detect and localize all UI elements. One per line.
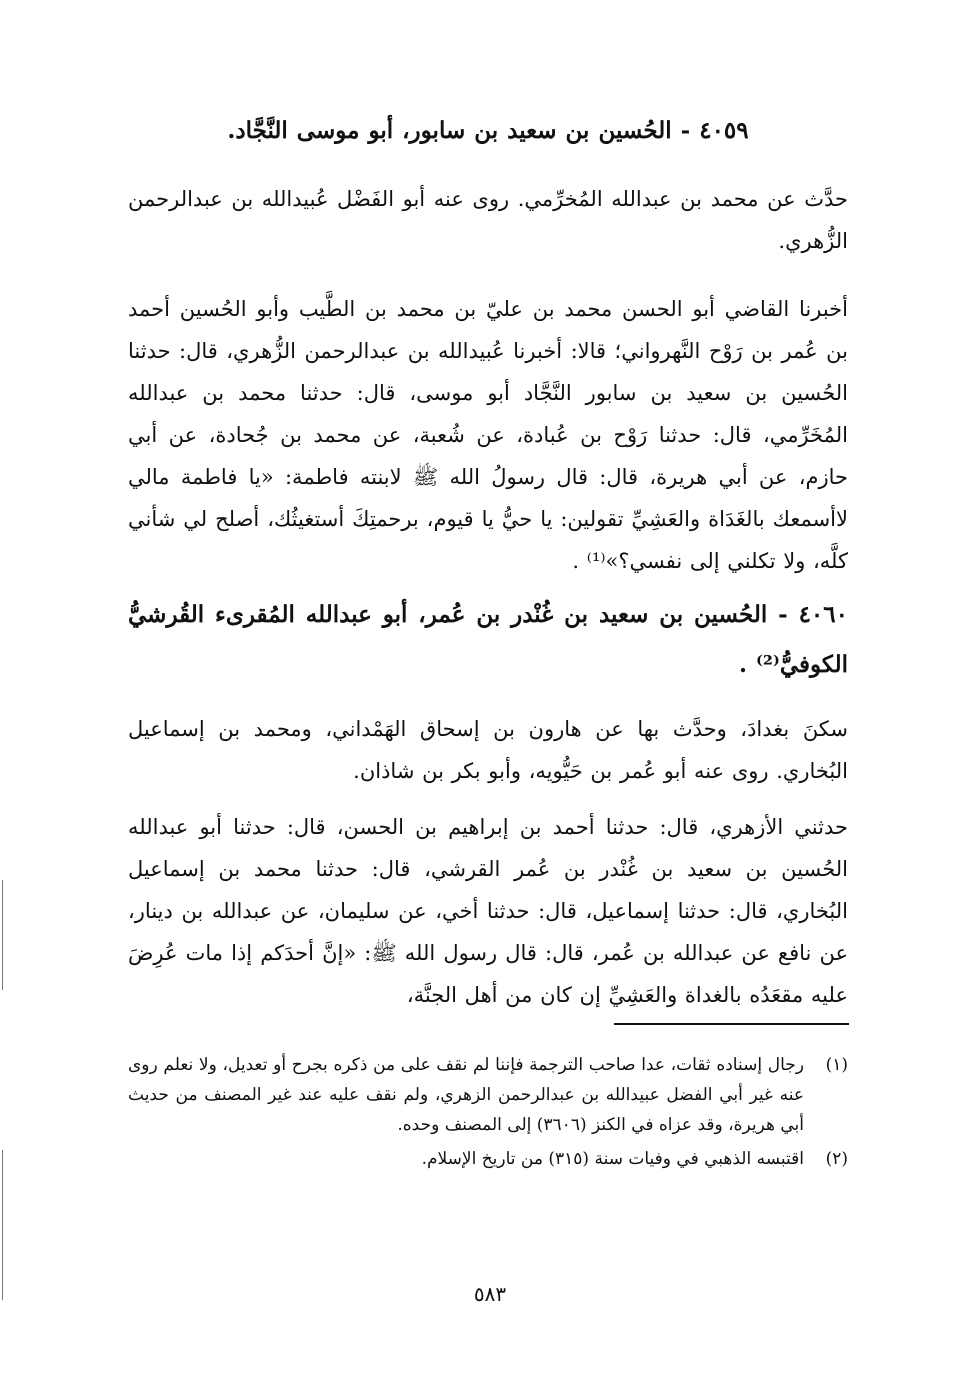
scan-edge-mark: [2, 880, 3, 990]
footnote-number: (٢): [825, 1149, 848, 1169]
footnote-number: (١): [825, 1055, 848, 1075]
footnote-1: [128, 1050, 848, 1140]
footnotes: [128, 1050, 848, 1178]
page-number: ٥٨٣: [473, 1282, 507, 1306]
scan-edge-mark: [2, 1150, 3, 1300]
entry-4060-hadith: حدثني الأزهري، قال: حدثنا أحمد بن إبراهيم بن الحسن، قال: حدثنا أبو عبدالله الحُسين بن سعيد بن غُنْدر بن عُمر القرشي، قال: حدثنا محمد بن إسماعيل البُخاري، قال: حدثنا إسماعيل، قال: حدثنا أخي، عن سليمان، عن عبدالله بن دينار، عن نافع عن عبدالله بن عُمر، قال: قال رسول الله ﷺ: «إنَّ أحدَكم إذا مات عُرِضَ عليه مقعَدُه بالغداة والعَشِيِّ إن كان من أهل الجنَّة،: [128, 815, 848, 1007]
entry-4060-bio: سكنَ بغدادَ، وحدَّث بها عن هارون بن إسحاق الهَمْداني، ومحمد بن إسماعيل البُخاري. روى عنه أبو عُمر بن حَيُّويه، وأبو بكر بن شاذان.: [128, 717, 848, 783]
entry-4060-heading: ٤٠٦٠ - الحُسين بن سعيد بن غُنْدر بن عُمر، أبو عبدالله المُقرىء القُرشيُّ الكوفيُّ⁽²⁾ .: [128, 601, 848, 678]
footnote-text: رجال إسناده ثقات، عدا صاحب الترجمة فإننا لم نقف على من ذكره بجرح أو تعديل، ولا نعلم روى عنه غير أبي الفضل عبيدالله بن عبدالرحمن الزهري، ولم نقف عليه عند غير المصنف من حديث أبي هريرة، وقد عزاه في الكنز (٣٦٠٦) إلى المصنف وحده.: [128, 1055, 804, 1135]
footnote-2: [128, 1144, 848, 1174]
footnote-text: اقتبسه الذهبي في وفيات سنة (٣١٥) من تاريخ الإسلام.: [421, 1149, 804, 1169]
entry-4059-heading: ٤٠٥٩ - الحُسين بن سعيد بن سابور، أبو موسى النَّجَّاد.: [227, 117, 749, 144]
footnote-divider: [614, 1023, 849, 1025]
entry-4059-hadith: أخبرنا القاضي أبو الحسن محمد بن عليّ بن محمد بن الطَّيب وأبو الحُسين أحمد بن عُمر بن رَوْح النَّهرواني؛ قالا: أخبرنا عُبيدالله بن عبدالرحمن الزُّهري، قال: حدثنا الحُسين بن سعيد بن سابور النَّجَّاد أبو موسى، قال: حدثنا محمد بن عبدالله المُخَرِّمي، قال: حدثنا رَوْح بن عُبادة، عن شُعبة، عن محمد بن جُحادة، عن أبي حازم، عن أبي هريرة، قال: قال رسولُ الله ﷺ لابنته فاطمة: «يا فاطمة مالي لاأسمعك بالغَدَاة والعَشِيِّ تقولين: يا حيُّ يا قيوم، برحمتِكَ أستغيثُك، أصلح لي شأني كلَّه، ولا تكلني إلى نفسي؟»⁽¹⁾ .: [128, 297, 848, 573]
entry-4059-bio: حدَّث عن محمد بن عبدالله المُخرِّمي. روى عنه أبو الفَضْل عُبيدالله بن عبدالرحمن الزُّهري.: [128, 187, 848, 253]
